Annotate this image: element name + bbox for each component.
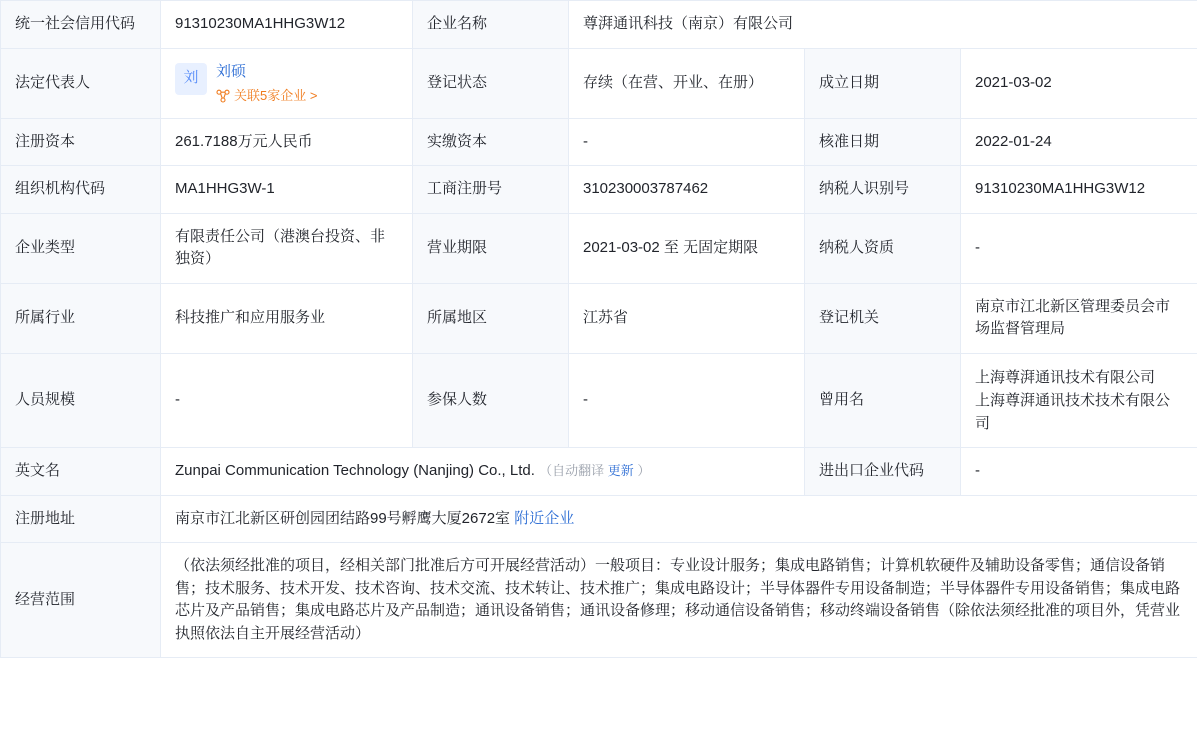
- label-company-name: 企业名称: [413, 1, 569, 49]
- value-org-code: MA1HHG3W-1: [161, 166, 413, 214]
- avatar: 刘: [175, 63, 207, 95]
- label-import-export-code: 进出口企业代码: [805, 448, 961, 496]
- label-english-name: 英文名: [1, 448, 161, 496]
- label-reg-capital: 注册资本: [1, 118, 161, 166]
- value-business-term: 2021-03-02 至 无固定期限: [569, 213, 805, 283]
- label-approval-date: 核准日期: [805, 118, 961, 166]
- value-company-name: 尊湃通讯科技（南京）有限公司: [569, 1, 1197, 49]
- value-reg-status: 存续（在营、开业、在册）: [569, 48, 805, 118]
- table-row: [1, 213, 1197, 283]
- label-business-scope: 经营范围: [1, 543, 161, 658]
- value-legal-rep: [161, 48, 413, 118]
- value-import-export-code: -: [961, 448, 1197, 496]
- network-icon: [216, 89, 230, 103]
- value-credit-code: 91310230MA1HHG3W12: [161, 1, 413, 49]
- related-companies-link[interactable]: [216, 86, 317, 106]
- auto-translate-note-open: （自动翻译: [539, 463, 605, 479]
- label-establish-date: 成立日期: [805, 48, 961, 118]
- value-staff-size: -: [161, 353, 413, 448]
- label-company-type: 企业类型: [1, 213, 161, 283]
- value-region: 江苏省: [569, 283, 805, 353]
- english-name-text: Zunpai Communication Technology (Nanjing) Co., Ltd.: [175, 462, 535, 480]
- label-reg-status: 登记状态: [413, 48, 569, 118]
- label-insured-count: 参保人数: [413, 353, 569, 448]
- label-paid-capital: 实缴资本: [413, 118, 569, 166]
- auto-translate-note: [539, 463, 650, 478]
- value-paid-capital: -: [569, 118, 805, 166]
- label-taxpayer-qual: 纳税人资质: [805, 213, 961, 283]
- value-former-name: [961, 353, 1197, 448]
- label-taxpayer-id: 纳税人识别号: [805, 166, 961, 214]
- value-reg-authority: 南京市江北新区管理委员会市场监督管理局: [961, 283, 1197, 353]
- value-establish-date: 2021-03-02: [961, 48, 1197, 118]
- label-former-name: 曾用名: [805, 353, 961, 448]
- table-row: [1, 166, 1197, 214]
- legal-rep-name-link[interactable]: 刘硕: [216, 62, 247, 80]
- value-business-scope: （依法须经批准的项目，经相关部门批准后方可开展经营活动）一般项目：专业设计服务；集成电路销售；计算机软硬件及辅助设备零售；通信设备销售；技术服务、技术开发、技术咨询、技术交流、技术转让、技术推广；集成电路设计；半导体器件专用设备制造；半导体器件专用设备销售；集成电路芯片及产品销售；集成电路芯片及产品制造；通讯设备销售；通讯设备修理；移动通信设备销售；移动终端设备销售（除依法须经批准的项目外，凭营业执照依法自主开展经营活动）: [161, 543, 1197, 658]
- value-industry: 科技推广和应用服务业: [161, 283, 413, 353]
- value-taxpayer-id: 91310230MA1HHG3W12: [961, 166, 1197, 214]
- legal-rep-texts: [216, 61, 317, 106]
- label-business-term: 营业期限: [413, 213, 569, 283]
- reg-address-text: 南京市江北新区研创园团结路99号孵鹰大厦2672室: [175, 509, 511, 527]
- former-name-line-1: 上海尊湃通讯技术有限公司: [975, 368, 1156, 386]
- value-reg-capital: 261.7188万元人民币: [161, 118, 413, 166]
- table-row: [1, 1, 1197, 49]
- label-business-reg-no: 工商注册号: [413, 166, 569, 214]
- value-company-type: 有限责任公司（港澳台投资、非独资）: [161, 213, 413, 283]
- value-insured-count: -: [569, 353, 805, 448]
- label-industry: 所属行业: [1, 283, 161, 353]
- legal-rep-block: [175, 61, 398, 106]
- label-reg-authority: 登记机关: [805, 283, 961, 353]
- value-business-reg-no: 310230003787462: [569, 166, 805, 214]
- value-english-name: [161, 448, 805, 496]
- value-taxpayer-qual: -: [961, 213, 1197, 283]
- value-reg-address: [161, 495, 1197, 543]
- table-row: [1, 495, 1197, 543]
- value-approval-date: 2022-01-24: [961, 118, 1197, 166]
- table-row: [1, 48, 1197, 118]
- update-translation-link[interactable]: 更新: [607, 463, 634, 479]
- table-row: [1, 543, 1197, 658]
- label-region: 所属地区: [413, 283, 569, 353]
- nearby-companies-link[interactable]: 附近企业: [514, 509, 575, 527]
- label-org-code: 组织机构代码: [1, 166, 161, 214]
- label-legal-rep: 法定代表人: [1, 48, 161, 118]
- table-row: [1, 283, 1197, 353]
- table-row: [1, 448, 1197, 496]
- related-companies-label: 关联5家企业 >: [234, 88, 318, 103]
- auto-translate-note-close: ）: [637, 463, 651, 479]
- former-name-line-2: 上海尊湃通讯技术技术有限公司: [975, 391, 1171, 432]
- table-row: [1, 353, 1197, 448]
- table-row: [1, 118, 1197, 166]
- label-credit-code: 统一社会信用代码: [1, 1, 161, 49]
- label-reg-address: 注册地址: [1, 495, 161, 543]
- label-staff-size: 人员规模: [1, 353, 161, 448]
